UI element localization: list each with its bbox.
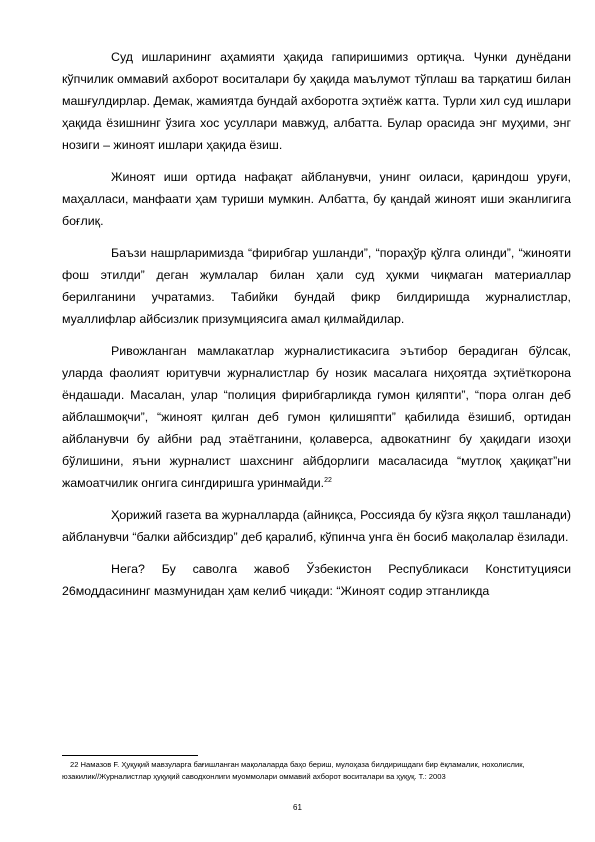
paragraph-1: Суд ишларининг аҳамияти ҳақида гапиришимиз ортиқча. Чунки дунёдани кўпчилик оммавий ахборот воситалари бу ҳақида маълумот тўплаш ва тарқатиш билан машғулдирлар. Демак, жамиятда бундай ахборотга эҳтиёж катта. Турли хил суд ишлари ҳақида ёзишнинг ўзига хос усуллари мавжуд, албатта. Булар орасида энг муҳими, энг нозиги – жиноят ишлари ҳақида ёзиш. xyxy=(62,50,571,152)
paragraph-3: Баъзи нашрларимизда “фирибгар ушланди”, “пораҳўр қўлга олинди”, “жинояти фош этилди” деган жумлалар билан ҳали суд ҳукми чиқмаган материаллар берилганини учратамиз. Табийки бундай фикр билдиришда журналистлар, муаллифлар айбсизлик призумциясига амал қилмайдилар. xyxy=(62,246,571,326)
footnote-separator xyxy=(62,755,198,756)
footnote-reference[interactable]: 22 xyxy=(324,476,332,484)
paragraph-4 xyxy=(62,340,571,494)
document-body xyxy=(62,46,571,612)
paragraph-6: Нега? Бу саволга жавоб Ўзбекистон Республикаси Конституцияси 26моддасининг мазмунидан ҳам келиб чиқади: “Жиноят содир этганликда xyxy=(62,562,571,598)
page-number: 61 xyxy=(293,803,302,812)
footnote: 22 Намазов F. Ҳуқуқий мавзуларга бағишланган мақолаларда баҳо бериш, мулоҳаза билдиришдаги бир ёқламалик, нохолислик, юзакилик//Журналистлар ҳуқуқий саводхонлиги муоммолари оммавий ахборот воситалари ва ҳуқуқ. Т.: 2003 xyxy=(62,760,525,781)
paragraph-5: Ҳорижий газета ва журналларда (айниқса, Россияда бу кўзга яққол ташланади) айбланувчи “балки айбсиздир” деб қаралиб, кўпинча унга ён босиб мақолалар ёзилади. xyxy=(62,508,571,544)
paragraph-4-text: Ривожланган мамлакатлар журналистикасига эътибор берадиган бўлсак, уларда фаолият юритувчи журналистлар бу нозик масалага ниҳоятда эҳтиёткорона ёндашади. Масалан, улар “полиция фирибгарликда гумон қиляпти”, “пора олган деб айблашмоқчи”, “жиноят қилган деб гумон қилишяпти” қабилида ёзишиб, ортидан айбланувчи бу айбни рад этаётганини, қолаверса, адвокатнинг бу ҳақидаги изоҳи бўлишини, яъни журналист шахснинг айбдорлиги масаласида “мутлоқ ҳақиқат”ни жамоатчилик онгига сингдиришга уринмайди. xyxy=(62,344,571,490)
paragraph-2: Жиноят иши ортида нафақат айбланувчи, унинг оиласи, қариндош уруғи, маҳалласи, манфаати ҳам туриши мумкин. Албатта, бу қандай жиноят иши эканлигига боғлиқ. xyxy=(62,170,571,228)
